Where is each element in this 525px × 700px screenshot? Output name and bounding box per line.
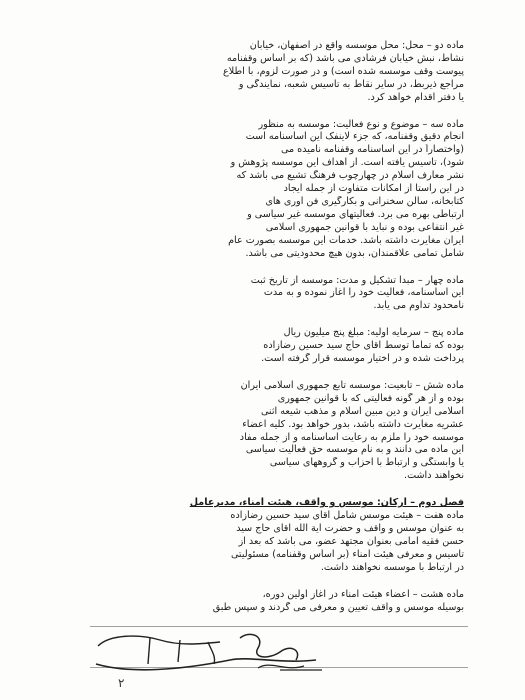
text-line: یا وابستگی و ارتباط با احزاب و گروههای سیاسی <box>269 457 464 469</box>
article-8 <box>92 589 464 615</box>
articles-section <box>92 40 464 483</box>
chapter-articles <box>92 510 464 614</box>
document-body <box>92 40 464 628</box>
text-line: عشریه مغایرت داشته باشد، بدور خواهد بود. کلیه اعضاء <box>242 418 464 430</box>
article-6 <box>92 380 464 483</box>
text-line: شامل تمامی علاقمندان، بدون هیچ محدودیتی می باشد. <box>245 247 464 259</box>
text-line: یا دفتر اقدام خواهد کرد. <box>367 91 464 103</box>
text-line: در این راستا از امکانات متفاوت از جمله ایجاد <box>283 183 464 195</box>
chapter-heading: فصل دوم – ارکان: موسس و واقف، هیئت امناء، مدیرعامل <box>189 497 464 509</box>
text-line: تاسیس و معرفی هیئت امناء (بر اساس وقفنامه) مسئولیتی <box>230 548 464 560</box>
text-line: اسلامی ایران و دین مبین اسلام و مذهب شیعه اثنی <box>260 405 464 417</box>
text-line: این اساسنامه، فعالیت خود را آغاز نموده و به مدت <box>263 287 464 299</box>
text-line: ماده هفت – هیئت موسس شامل آقای سید حسین رضازاده <box>230 510 464 522</box>
text-line: ماده شش – تابعیت: موسسه تابع جمهوری اسلامی ایران <box>240 379 464 391</box>
article-4 <box>92 275 464 314</box>
text-line: کتابخانه، سالن سخنرانی و بکارگیری فن آوری های <box>265 195 464 207</box>
article-3 <box>92 119 464 261</box>
text-line: ارتباطی بهره می برد. فعالیتهای موسسه غیر سیاسی و <box>247 208 464 220</box>
text-line: بوسیله موسس و واقف تعیین و معرفی می گردند و سپس طبق <box>212 601 464 613</box>
text-line: ماده سه – موضوع و نوع فعالیت: موسسه به منظور <box>258 118 464 130</box>
text-line: انجام دقیق وقفنامه، که جزء لاینفک این اساسنامه است <box>245 131 464 143</box>
page-number: ۲ <box>118 676 125 690</box>
text-line: نامحدود تداوم می یابد. <box>373 300 464 312</box>
text-line: نشر معارف اسلام در چهارچوب فرهنگ تشیع می باشد که <box>236 170 464 182</box>
text-line: ماده پنج – سرمایه اولیه: مبلغ پنج میلیون ریال <box>283 327 464 339</box>
text-line: بوده که تماماً توسط آقای حاج سید حسین رضازاده <box>263 340 464 352</box>
text-line: موسسه خود را ملزم به رعایت اساسنامه و از جمله مفاد <box>239 431 464 443</box>
text-line: ماده هشت – اعضاء هیئت امناء در آغاز اولین دوره، <box>262 588 464 600</box>
text-line: غیر انتفاعی بوده و نباید با قوانین جمهوری اسلامی <box>265 221 464 233</box>
text-line: (واختصاراً در این اساسنامه وقفنامه نامیده می <box>280 144 464 156</box>
text-line: پیوست وقف موسسه شده است) و در صورت لزوم، با اطلاع <box>223 65 464 77</box>
text-line: به عنوان موسس و واقف و حضرت آیة الله آقای حاج سید <box>236 523 464 534</box>
text-line: پرداخت شده و در اختیار موسسه قرار گرفته است. <box>261 353 464 365</box>
text-line: ماده چهار – مبدا تشکیل و مدت: موسسه از تاریخ ثبت <box>250 274 464 286</box>
text-line: شود)، تاسیس یافته است. از اهداف این موسسه پژوهش و <box>230 157 464 169</box>
text-line: نخواهند داشت. <box>404 470 464 482</box>
text-line: حسن فقیه امامی بعنوان مجتهد عضو، می باشد که بعد از <box>238 535 464 547</box>
text-line: در ارتباط با موسسه نخواهند داشت. <box>320 561 464 573</box>
text-line: مراجع ذیربط، در سایر نقاط به تاسیس شعبه، نمایندگی و <box>238 78 464 90</box>
text-line: نشاط، نبش خیابان فرشادی می باشد (که بر اساس وقفنامه <box>226 52 464 64</box>
text-line: این ماده می دانند و به نام موسسه حق فعالیت سیاسی <box>245 444 464 456</box>
article-2 <box>92 40 464 105</box>
handwritten-signature <box>90 630 330 678</box>
article-7 <box>92 510 464 575</box>
signature-rule-top <box>90 626 468 627</box>
text-line: بوده و از هر گونه فعالیتی که با قوانین جمهوری <box>277 392 464 404</box>
article-5 <box>92 327 464 366</box>
text-line: ماده دو – محل: محل موسسه واقع در اصفهان، خیابان <box>249 40 464 51</box>
text-line: ایران مغایرت داشته باشد. خدمات این موسسه بصورت عام <box>228 234 464 246</box>
